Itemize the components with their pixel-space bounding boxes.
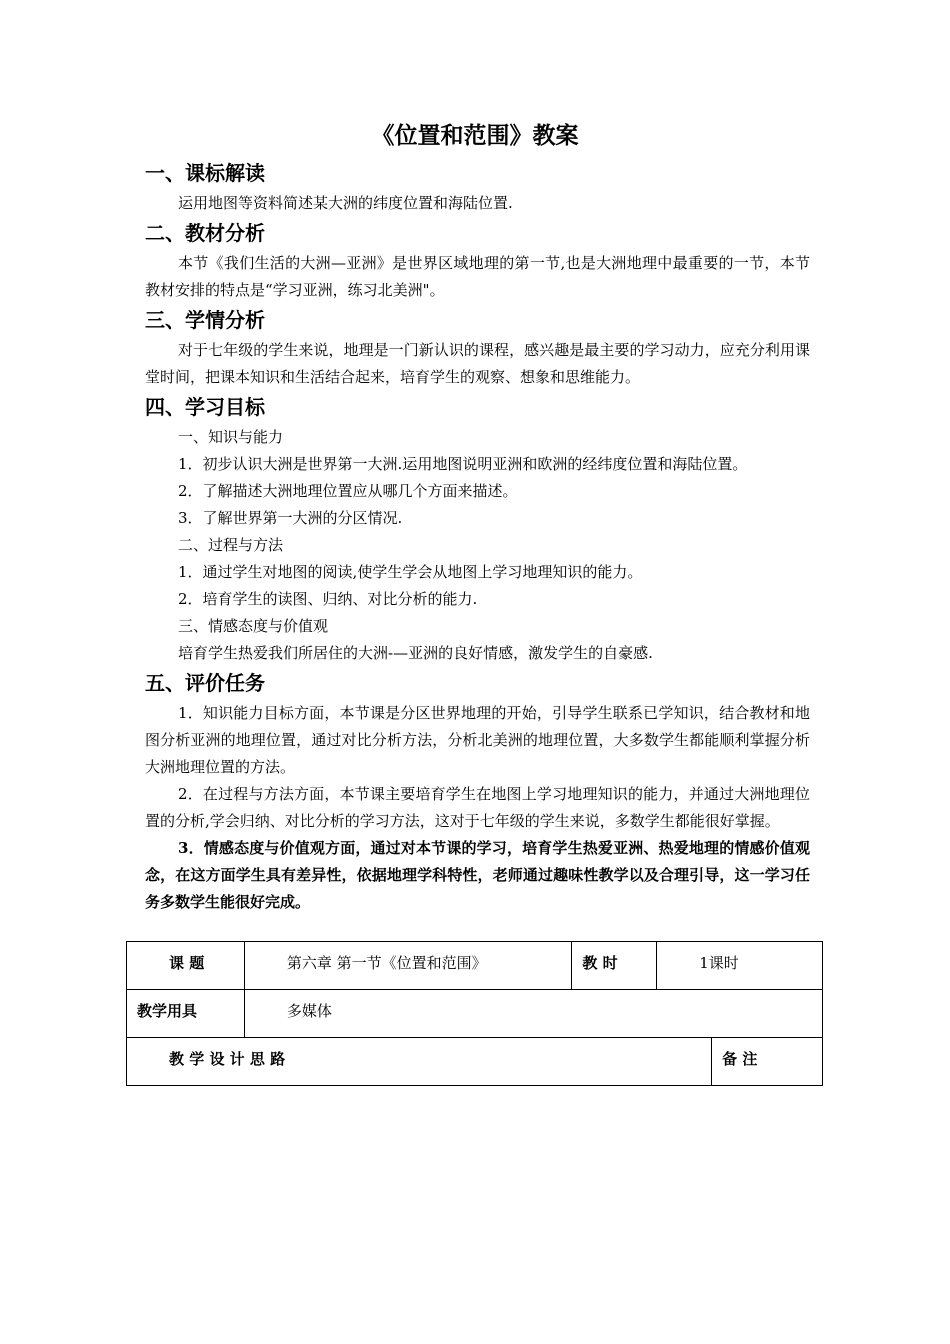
paragraph: 运用地图等资料简述某大洲的纬度位置和海陆位置. <box>178 194 513 212</box>
lesson-info-table <box>126 941 823 1086</box>
notes-label: 备 注 <box>712 1038 823 1086</box>
paragraph: 1．知识能力目标方面，本节课是分区世界地理的开始，引导学生联系已学知识，结合教材和地图分析亚洲的地理位置，通过对比分析方法，分析北美洲的地理位置，大多数学生都能顺利掌握分析大洲地理位置的方法。 <box>145 704 810 776</box>
paragraph: 2．在过程与方法方面，本节课主要培育学生在地图上学习地理知识的能力，并通过大洲地理位置的分析,学会归纳、对比分析的学习方法，这对于七年级的学生来说，多数学生都能很好掌握。 <box>145 785 810 830</box>
topic-label: 课 题 <box>127 942 245 990</box>
paragraph: 本节《我们生活的大洲—亚洲》是世界区域地理的第一节,也是大洲地理中最重要的一节，本节教材安排的特点是“学习亚洲，练习北美洲"。 <box>145 254 810 299</box>
section-heading: 一、课标解读 <box>145 161 265 185</box>
table-row <box>127 942 823 990</box>
tools-value: 多媒体 <box>244 990 822 1038</box>
list-item: 2．了解描述大洲地理位置应从哪几个方面来描述。 <box>178 482 518 500</box>
design-label: 教 学 设 计 思 路 <box>127 1038 712 1086</box>
topic-value: 第六章 第一节《位置和范围》 <box>244 942 571 990</box>
list-item: 1．初步认识大洲是世界第一大洲.运用地图说明亚洲和欧洲的经纬度位置和海陆位置。 <box>178 455 748 473</box>
subheading: 二、过程与方法 <box>178 536 284 554</box>
hours-label: 教 时 <box>572 942 657 990</box>
subheading: 一、知识与能力 <box>178 428 284 446</box>
section-heading: 三、学情分析 <box>145 308 265 332</box>
list-item: 3．了解世界第一大洲的分区情况. <box>178 509 403 527</box>
table-row <box>127 990 823 1038</box>
list-item: 2．培育学生的读图、归纳、对比分析的能力. <box>178 590 478 608</box>
list-item: 1．通过学生对地图的阅读,使学生学会从地图上学习地理知识的能力。 <box>178 563 643 581</box>
subheading: 三、情感态度与价值观 <box>178 617 329 635</box>
hours-value: 1课时 <box>657 942 823 990</box>
table-row <box>127 1038 823 1086</box>
document-body <box>145 157 810 916</box>
section-heading: 五、评价任务 <box>145 671 265 695</box>
paragraph-bold: 3．情感态度与价值观方面，通过对本节课的学习，培育学生热爱亚洲、热爱地理的情感价值观念，在这方面学生具有差异性，依据地理学科特性，老师通过趣味性教学以及合理引导，这一学习任务多数学生能很好完成。 <box>145 839 810 911</box>
section-heading: 四、学习目标 <box>145 395 265 419</box>
paragraph: 对于七年级的学生来说，地理是一门新认识的课程，感兴趣是最主要的学习动力，应充分利用课堂时间，把课本知识和生活结合起来，培育学生的观察、想象和思维能力。 <box>145 341 810 386</box>
tools-label: 教学用具 <box>127 990 245 1038</box>
section-heading: 二、教材分析 <box>145 221 265 245</box>
list-item: 培育学生热爱我们所居住的大洲-—亚洲的良好情感，激发学生的自豪感. <box>178 644 653 662</box>
document-title: 《位置和范围》教案 <box>371 123 579 149</box>
